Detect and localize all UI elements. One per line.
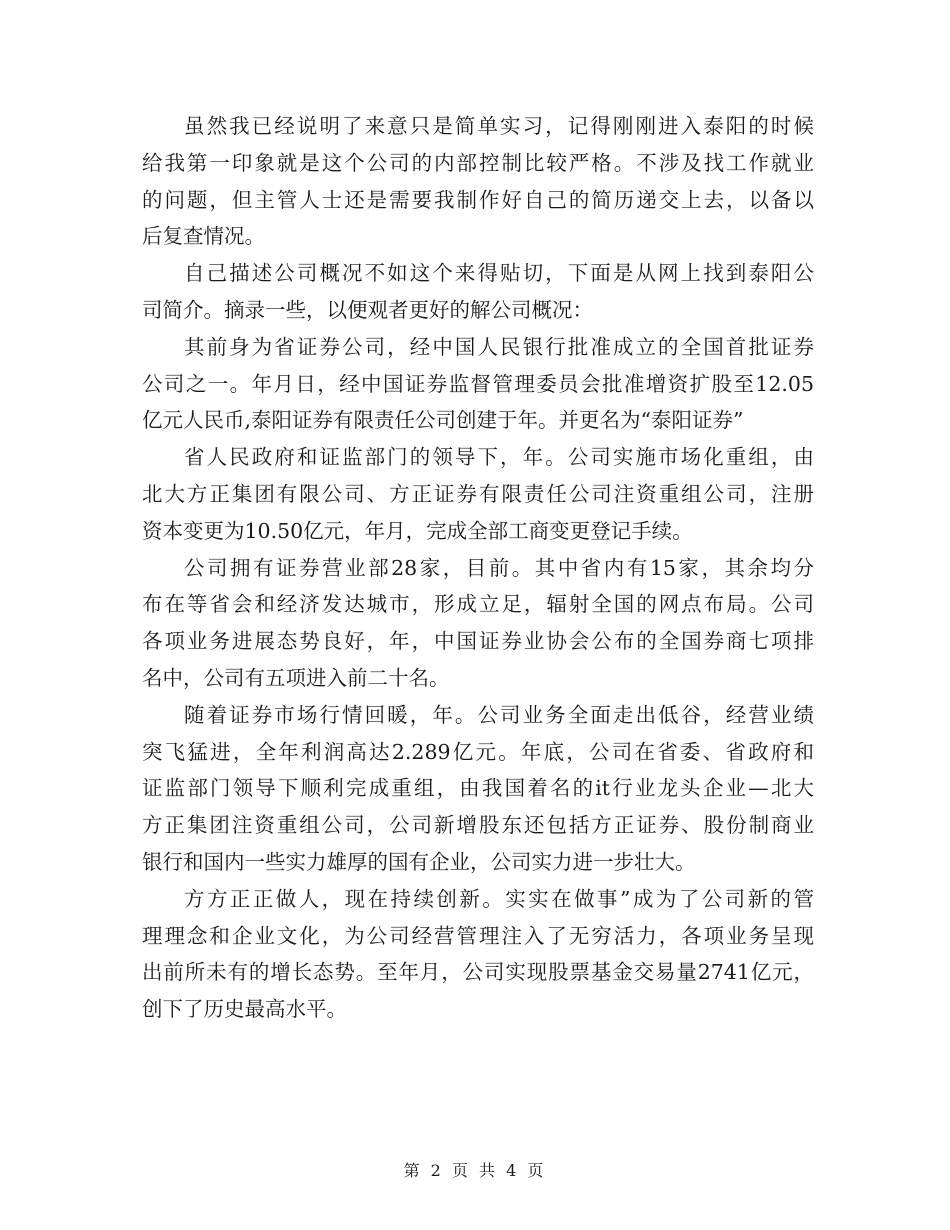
- text-line: 后复查情况。: [142, 224, 265, 249]
- text-line: 理理念和企业文化，为公司经营管理注入了无穷活力，各项业务呈现: [142, 923, 814, 948]
- paragraph-company-overview-intro: [142, 255, 814, 329]
- document-body: [142, 108, 814, 1028]
- text-line: 司简介。摘录一些，以便观者更好的解公司概况：: [142, 297, 593, 322]
- paragraph-market-recovery: [142, 697, 814, 881]
- paragraph-company-history: [142, 329, 814, 439]
- text-line: 省人民政府和证监部门的领导下，年。公司实施市场化重组，由: [184, 445, 814, 470]
- text-line: 亿元人民币,泰阳证券有限责任公司创建于年。并更名为“泰阳证券”: [142, 408, 744, 433]
- text-line: 突飞猛进，全年利润高达2.289亿元。年底，公司在省委、省政府和: [142, 739, 814, 764]
- paragraph-restructuring: [142, 439, 814, 549]
- paragraph-corporate-culture: [142, 881, 814, 1028]
- text-line: 公司拥有证券营业部28家，目前。其中省内有15家，其余均分: [184, 555, 814, 580]
- text-line: 各项业务进展态势良好，年，中国证券业协会公布的全国券商七项排: [142, 629, 814, 654]
- page-number-footer: 第 2 页 共 4 页: [403, 1161, 547, 1180]
- text-line: 虽然我已经说明了来意只是简单实习，记得刚刚进入泰阳的时候: [184, 114, 814, 138]
- text-line: 布在等省会和经济发达城市，形成立足，辐射全国的网点布局。公司: [142, 592, 814, 617]
- paragraph-branch-network: [142, 550, 814, 697]
- text-line: 北大方正集团有限公司、方正证券有限责任公司注资重组公司，注册: [142, 481, 814, 506]
- text-line: 银行和国内一些实力雄厚的国有企业，公司实力进一步壮大。: [142, 849, 696, 874]
- text-line: 公司之一。年月日，经中国证券监督管理委员会批准增资扩股至12.05: [142, 371, 814, 396]
- paragraph-internship-intro: [142, 108, 814, 255]
- text-line: 其前身为省证券公司，经中国人民银行批准成立的全国首批证券: [184, 334, 814, 359]
- text-line: 自己描述公司概况不如这个来得贴切，下面是从网上找到泰阳公: [184, 261, 814, 286]
- text-line: 随着证券市场行情回暖，年。公司业务全面走出低谷，经营业绩: [184, 702, 814, 727]
- text-line: 给我第一印象就是这个公司的内部控制比较严格。不涉及找工作就业: [142, 150, 814, 175]
- text-line: 方正集团注资重组公司，公司新增股东还包括方正证券、股份制商业: [142, 813, 814, 838]
- text-line: 方方正正做人，现在持续创新。实实在做事”成为了公司新的管: [184, 886, 814, 911]
- text-line: 名中，公司有五项进入前二十名。: [142, 665, 450, 690]
- text-line: 创下了历史最高水平。: [142, 997, 347, 1022]
- text-line: 证监部门领导下顺利完成重组，由我国着名的it行业龙头企业—北大: [142, 776, 814, 801]
- text-line: 的问题，但主管人士还是需要我制作好自己的简历递交上去，以备以: [142, 187, 814, 212]
- text-line: 资本变更为10.50亿元，年月，完成全部工商变更登记手续。: [142, 518, 693, 543]
- text-line: 出前所未有的增长态势。至年月，公司实现股票基金交易量2741亿元，: [142, 960, 814, 985]
